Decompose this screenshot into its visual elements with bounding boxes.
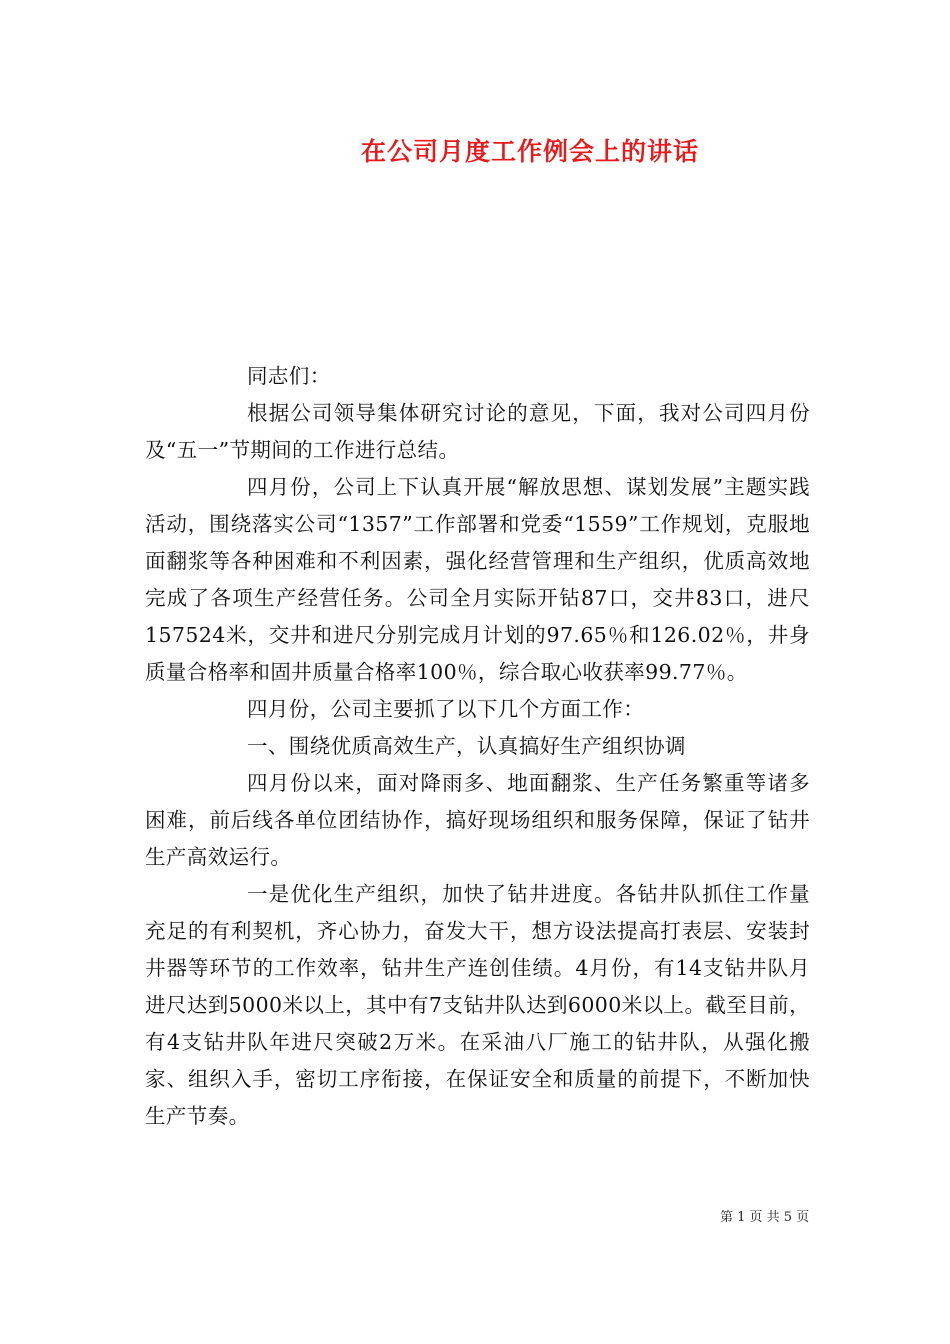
page-number: 第 1 页 共 5 页 [720, 1210, 810, 1225]
paragraph: 四月份以来，面对降雨多、地面翻浆、生产任务繁重等诸多困难，前后线各单位团结协作，搞好现场组织和服务保障，保证了钻井生产高效运行。 [145, 771, 810, 869]
paragraph: 四月份，公司上下认真开展“解放思想、谋划发展”主题实践活动，围绕落实公司“1357”工作部署和党委“1559”工作规划，克服地面翻浆等各种困难和不利因素，强化经营管理和生产组织，优质高效地完成了各项生产经营任务。公司全月实际开钻87口，交井83口，进尺157524米，交井和进尺分别完成月计划的97.65％和126.02％，井身质量合格率和固井质量合格率100％，综合取心收获率99.77％。 [145, 475, 810, 684]
page-title: 在公司月度工作例会上的讲话 [360, 137, 699, 166]
section-heading: 一、围绕优质高效生产，认真搞好生产组织协调 [247, 734, 686, 758]
paragraph: 一是优化生产组织，加快了钻井进度。各钻井队抓住工作量充足的有利契机，齐心协力，奋发大干，想方设法提高打表层、安装封井器等环节的工作效率，钻井生产连创佳绩。4月份，有14支钻井队月进尺达到5000米以上，其中有7支钻井队达到6000米以上。截至目前，有4支钻井队年进尺突破2万米。在采油八厂施工的钻井队，从强化搬家、组织入手，密切工序衔接，在保证安全和质量的前提下，不断加快生产节奏。 [145, 882, 810, 1128]
paragraph: 根据公司领导集体研究讨论的意见，下面，我对公司四月份及“五一”节期间的工作进行总结。 [145, 401, 810, 462]
document-body [145, 358, 810, 1135]
salutation: 同志们： [247, 364, 331, 388]
paragraph: 四月份，公司主要抓了以下几个方面工作： [247, 697, 645, 721]
